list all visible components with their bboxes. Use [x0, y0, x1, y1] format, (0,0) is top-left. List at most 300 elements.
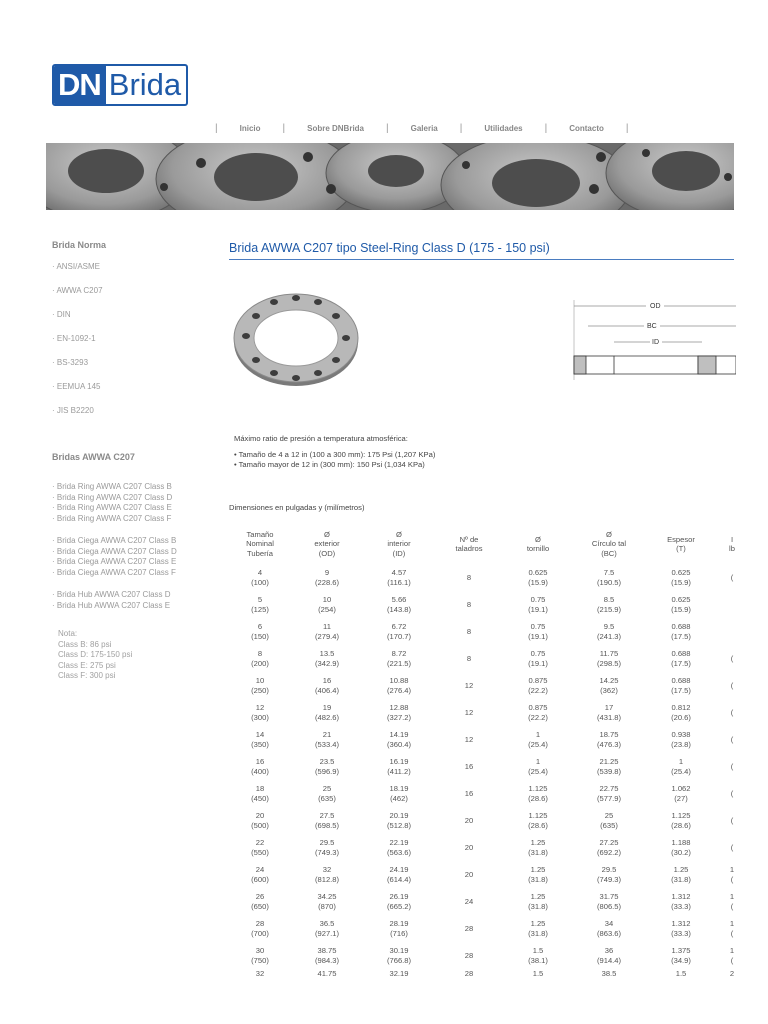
- table-cell: [435, 591, 503, 618]
- table-cell: [503, 699, 573, 726]
- cell-line: (431.8): [596, 712, 622, 722]
- cell-line: (716): [390, 928, 408, 938]
- sidebar-norma-link-5[interactable]: · EEMUA 145: [52, 382, 101, 391]
- drawing-label-id: ID: [652, 339, 659, 346]
- table-cell: [291, 834, 363, 861]
- cell-line: (276.4): [386, 685, 412, 695]
- cell-line: (914.4): [596, 955, 622, 965]
- table-cell: [291, 591, 363, 618]
- table-cell: [363, 591, 435, 618]
- cell-line: 30.19: [389, 946, 409, 955]
- nav-item-inicio[interactable]: Inicio: [239, 123, 261, 133]
- cell-line: (25.4): [528, 766, 548, 776]
- nav-item-sobre-dnbrida[interactable]: Sobre DNBrida: [307, 123, 365, 133]
- table-cell: [645, 834, 717, 861]
- cell-line: 22: [255, 838, 265, 847]
- cell-line: 10: [322, 595, 332, 604]
- cell-line: (27): [674, 793, 688, 803]
- cell-line: 1.125: [528, 784, 548, 793]
- cell-line: 16.19: [389, 757, 409, 766]
- cell-line: 36.5: [319, 919, 335, 928]
- sidebar-norma-link-6[interactable]: · JIS B2220: [52, 406, 94, 415]
- cell-line: 28: [464, 923, 474, 933]
- sidebar-hub-link-0[interactable]: · Brida Hub AWWA C207 Class D: [52, 590, 171, 599]
- cell-line: 1.125: [528, 811, 548, 820]
- header-line: Círculo tal: [591, 539, 627, 549]
- nota-line: Class D: 175-150 psi: [58, 650, 133, 659]
- cell-line: 0.875: [528, 703, 548, 712]
- table-cell: [363, 969, 435, 996]
- cell-line: (927.1): [314, 928, 340, 938]
- drawing-label-bc: BC: [647, 323, 657, 330]
- sidebar-ciega-link-0[interactable]: · Brida Ciega AWWA C207 Class B: [52, 536, 177, 545]
- top-navigation: [213, 121, 631, 135]
- cell-line: (28.6): [671, 820, 691, 830]
- table-cell: [645, 699, 717, 726]
- cell-line: 6.72: [391, 622, 407, 631]
- dimensions-title: Dimensiones en pulgadas y (milímetros): [229, 503, 365, 512]
- cell-line: (221.5): [386, 658, 412, 668]
- cell-line: 1.312: [671, 892, 691, 901]
- table-cell: [435, 699, 503, 726]
- cell-line: (15.9): [671, 604, 691, 614]
- cell-line: (15.9): [528, 577, 548, 587]
- cell-line: (25.4): [528, 739, 548, 749]
- nota-line: Class B: 86 psi: [58, 639, 112, 649]
- nav-item-contacto[interactable]: Contacto: [569, 123, 604, 133]
- sidebar-ciega-link-1[interactable]: · Brida Ciega AWWA C207 Class D: [52, 546, 177, 556]
- table-cell: [363, 780, 435, 807]
- cell-line: (749.3): [314, 847, 340, 857]
- sidebar-ring-link-3[interactable]: · Brida Ring AWWA C207 Class F: [52, 513, 172, 523]
- table-row: [229, 672, 747, 699]
- table-cell: [229, 753, 291, 780]
- cell-line: 4: [257, 568, 263, 577]
- sidebar-norma-link-4[interactable]: · BS-3293: [52, 358, 89, 367]
- table-cell: [503, 726, 573, 753]
- table-row: [229, 834, 747, 861]
- sidebar-awwa-title: Bridas AWWA C207: [52, 452, 135, 462]
- cell-line: 22.19: [389, 838, 409, 847]
- cell-line: 16: [255, 757, 265, 766]
- sidebar-norma-link-2[interactable]: · DIN: [52, 310, 71, 319]
- cell-line: 20: [255, 811, 265, 820]
- pressure-item: • Tamaño mayor de 12 in (300 mm): 150 Psi (1,034 KPa): [234, 460, 435, 470]
- sidebar-norma-list: [52, 260, 212, 428]
- cell-line: 29.5: [601, 865, 617, 874]
- cell-line: (31.8): [528, 874, 548, 884]
- cell-line: (25.4): [671, 766, 691, 776]
- cell-line: 13.5: [319, 649, 335, 658]
- cell-line: (700): [251, 928, 269, 938]
- table-cell: [363, 699, 435, 726]
- cell-line: 20: [464, 815, 474, 825]
- cell-line: 12: [255, 703, 265, 712]
- cell-line: (476.3): [596, 739, 622, 749]
- cell-line: 0.625: [671, 595, 691, 604]
- cell-line: (: [730, 707, 734, 717]
- cell-line: 18.75: [599, 730, 619, 739]
- table-cell: [573, 888, 645, 915]
- table-row: [229, 861, 747, 888]
- table-cell: [363, 672, 435, 699]
- table-row: [229, 888, 747, 915]
- cell-line: (: [730, 842, 734, 852]
- cell-line: 19: [322, 703, 332, 712]
- cell-line: 1.5: [675, 969, 687, 978]
- cell-line: 1: [729, 919, 735, 928]
- cell-line: 16: [464, 788, 474, 798]
- cell-line: 1.188: [671, 838, 691, 847]
- table-cell: [503, 861, 573, 888]
- cell-line: 9.5: [603, 622, 615, 631]
- table-cell: [229, 618, 291, 645]
- table-cell: [573, 672, 645, 699]
- table-row: [229, 699, 747, 726]
- table-cell: [573, 564, 645, 591]
- dimensions-table: [229, 524, 747, 996]
- header-line: Ø: [396, 529, 402, 539]
- cell-line: 17: [604, 703, 614, 712]
- cell-line: (: [730, 901, 734, 911]
- dnbrida-logo[interactable]: [52, 64, 188, 106]
- table-cell: [503, 942, 573, 969]
- table-row: [229, 618, 747, 645]
- cell-line: (806.5): [596, 901, 622, 911]
- nav-separator: |: [625, 122, 629, 134]
- header-line: (ID): [392, 548, 406, 558]
- table-cell: [503, 807, 573, 834]
- page-title: Brida AWWA C207 tipo Steel-Ring Class D (175 - 150 psi): [229, 241, 734, 260]
- table-cell: [291, 672, 363, 699]
- cell-line: (22.2): [528, 712, 548, 722]
- cell-line: 0.75: [530, 595, 546, 604]
- cell-line: (250): [251, 685, 269, 695]
- drawing-label-od: OD: [650, 303, 661, 310]
- nav-separator: |: [215, 122, 218, 134]
- table-cell: [645, 618, 717, 645]
- sidebar-ciega-link-2[interactable]: · Brida Ciega AWWA C207 Class E: [52, 557, 177, 566]
- cell-line: (614.4): [386, 874, 412, 884]
- cell-line: 14.19: [389, 730, 409, 739]
- cell-line: 1.5: [532, 969, 544, 978]
- table-cell: [435, 672, 503, 699]
- table-cell: [573, 861, 645, 888]
- cell-line: 1.25: [530, 865, 546, 874]
- cell-line: 0.75: [530, 649, 546, 658]
- header-banner-image: [46, 143, 734, 210]
- table-cell: [229, 726, 291, 753]
- header-line: (T): [676, 544, 686, 553]
- cell-line: (15.9): [671, 577, 691, 587]
- cell-line: (563.6): [386, 847, 412, 857]
- header-line: (OD): [318, 548, 336, 558]
- cell-line: 1.25: [530, 892, 546, 901]
- logo-brida-text: Brida: [106, 66, 181, 104]
- cell-line: 28: [255, 919, 265, 928]
- table-cell: [645, 915, 717, 942]
- sidebar-ring-link-1[interactable]: · Brida Ring AWWA C207 Class D: [52, 492, 173, 502]
- table-cell: [573, 780, 645, 807]
- table-cell: [363, 942, 435, 969]
- cell-line: (: [730, 874, 734, 884]
- nota-line: Nota:: [58, 629, 78, 638]
- cell-line: (22.2): [528, 685, 548, 695]
- cell-line: 0.688: [671, 649, 691, 658]
- table-cell: [435, 726, 503, 753]
- table-cell: [573, 807, 645, 834]
- cell-line: (550): [251, 847, 269, 857]
- table-cell: [573, 915, 645, 942]
- sidebar-norma-link-0[interactable]: · ANSI/ASME: [52, 262, 101, 271]
- cell-line: (31.8): [671, 874, 691, 884]
- table-cell: [229, 942, 291, 969]
- cell-line: 26.19: [389, 892, 409, 901]
- cell-line: 20.19: [389, 811, 409, 820]
- table-cell: [435, 753, 503, 780]
- flange-photo: [232, 288, 360, 393]
- cell-line: 25: [604, 811, 614, 820]
- sidebar-norma-link-3[interactable]: · EN-1092-1: [52, 334, 96, 343]
- cell-line: (116.1): [387, 577, 411, 587]
- table-cell: [363, 807, 435, 834]
- table-cell: [363, 618, 435, 645]
- cell-line: (298.5): [596, 658, 622, 668]
- nav-separator: |: [386, 122, 389, 134]
- cell-line: 1: [678, 757, 684, 766]
- header-line: Ø: [606, 529, 612, 539]
- cell-line: 26: [255, 892, 265, 901]
- cell-line: 10.88: [389, 676, 409, 685]
- cell-line: 38.75: [317, 946, 337, 955]
- table-cell: [229, 699, 291, 726]
- table-cell: [229, 861, 291, 888]
- cell-line: 12: [464, 707, 474, 717]
- table-cell: [363, 645, 435, 672]
- sidebar-ring-link-0[interactable]: · Brida Ring AWWA C207 Class B: [52, 482, 172, 491]
- cell-line: (19.1): [528, 604, 548, 614]
- cell-line: (: [730, 788, 734, 798]
- cell-line: 24.19: [389, 865, 409, 874]
- cell-line: 27.25: [599, 838, 619, 847]
- cell-line: (17.5): [671, 631, 691, 641]
- cell-line: 32: [255, 969, 265, 978]
- header-line: Tamaño: [246, 529, 274, 539]
- table-cell: [435, 969, 503, 996]
- nav-item-utilidades[interactable]: Utilidades: [484, 123, 523, 133]
- table-cell: [291, 564, 363, 591]
- table-cell: [435, 645, 503, 672]
- cell-line: 18.19: [389, 784, 409, 793]
- cell-line: 8: [466, 626, 472, 636]
- cell-line: (984.3): [314, 955, 340, 965]
- cell-line: 0.625: [528, 568, 548, 577]
- table-row: [229, 969, 747, 996]
- sidebar-norma-link-1[interactable]: · AWWA C207: [52, 286, 103, 295]
- cell-line: 12: [464, 734, 474, 744]
- table-cell: [573, 834, 645, 861]
- cell-line: 1: [535, 757, 541, 766]
- table-cell: [291, 861, 363, 888]
- cell-line: (635): [318, 793, 336, 803]
- cell-line: 0.625: [671, 568, 691, 577]
- cell-line: 31.75: [599, 892, 619, 901]
- cell-line: (362): [600, 685, 618, 695]
- sidebar-ring-link-2[interactable]: · Brida Ring AWWA C207 Class E: [52, 503, 172, 512]
- header-line: Nº de: [459, 534, 479, 544]
- table-cell: [291, 942, 363, 969]
- table-cell: [503, 888, 573, 915]
- table-row: [229, 564, 747, 591]
- cell-line: 6: [257, 622, 263, 631]
- cell-line: 34.25: [317, 892, 337, 901]
- table-cell: [435, 807, 503, 834]
- cell-line: (: [730, 572, 734, 582]
- header-line: Ø: [535, 534, 541, 544]
- cell-line: (512.8): [386, 820, 412, 830]
- cell-line: (750): [251, 955, 269, 965]
- table-row: [229, 807, 747, 834]
- header-line: Ø: [324, 529, 330, 539]
- cell-line: 9: [324, 568, 330, 577]
- table-cell: [363, 564, 435, 591]
- cell-line: 0.688: [671, 676, 691, 685]
- table-cell: [229, 780, 291, 807]
- cell-line: (812.8): [314, 874, 340, 884]
- cell-line: (400): [251, 766, 269, 776]
- cell-line: 18: [255, 784, 265, 793]
- table-cell: [573, 645, 645, 672]
- cell-line: 0.938: [671, 730, 691, 739]
- cell-line: 1: [729, 865, 735, 874]
- cell-line: 8: [466, 572, 472, 582]
- nav-separator: |: [459, 122, 463, 134]
- table-row: [229, 942, 747, 969]
- table-cell: [503, 915, 573, 942]
- cell-line: 8: [466, 653, 472, 663]
- cell-line: 20: [464, 869, 474, 879]
- table-cell: [503, 969, 573, 996]
- table-cell: [229, 969, 291, 996]
- table-cell: [435, 888, 503, 915]
- cell-line: (170.7): [386, 631, 412, 641]
- cell-line: 16: [322, 676, 332, 685]
- cell-line: 0.688: [671, 622, 691, 631]
- cell-line: 8: [466, 599, 472, 609]
- cell-line: (: [730, 734, 734, 744]
- cell-line: (31.8): [528, 901, 548, 911]
- cell-line: 28.19: [389, 919, 409, 928]
- cell-line: 11: [323, 622, 331, 631]
- table-cell: [645, 780, 717, 807]
- cell-line: 25: [322, 784, 332, 793]
- table-header-cell: [645, 524, 717, 564]
- table-cell: [503, 618, 573, 645]
- cell-line: 21: [322, 730, 332, 739]
- cell-line: (411.2): [387, 766, 411, 776]
- cell-line: (539.8): [596, 766, 622, 776]
- sidebar-hub-link-1[interactable]: · Brida Hub AWWA C207 Class E: [52, 600, 171, 610]
- cell-line: (31.8): [528, 928, 548, 938]
- sidebar-ciega-link-3[interactable]: · Brida Ciega AWWA C207 Class F: [52, 567, 176, 577]
- table-row: [229, 591, 747, 618]
- cell-line: (190.5): [596, 577, 622, 587]
- table-cell: [435, 861, 503, 888]
- table-cell: [645, 672, 717, 699]
- table-cell: [573, 969, 645, 996]
- table-header-row: [229, 524, 747, 564]
- cell-line: 22.75: [599, 784, 619, 793]
- cell-line: 1.125: [671, 811, 691, 820]
- table-row: [229, 780, 747, 807]
- cell-line: (482.6): [314, 712, 340, 722]
- cell-line: 12.88: [389, 703, 409, 712]
- cell-line: (577.9): [596, 793, 622, 803]
- table-cell: [229, 807, 291, 834]
- cell-line: 20: [464, 842, 474, 852]
- cell-line: (143.8): [386, 604, 412, 614]
- cell-line: (28.6): [528, 793, 548, 803]
- cell-line: (870): [318, 901, 336, 911]
- cell-line: (: [730, 815, 734, 825]
- table-cell: [291, 888, 363, 915]
- nota-line: Class E: 275 psi: [58, 660, 116, 670]
- table-cell: [573, 942, 645, 969]
- cell-line: (665.2): [386, 901, 412, 911]
- cell-line: (450): [251, 793, 269, 803]
- nav-separator: |: [544, 122, 548, 134]
- cell-line: 32.19: [389, 969, 409, 978]
- cell-line: 1: [729, 946, 735, 955]
- cell-line: (360.4): [386, 739, 412, 749]
- table-cell: [503, 834, 573, 861]
- cell-line: 30: [255, 946, 265, 955]
- cell-line: (500): [251, 820, 269, 830]
- cell-line: (20.6): [671, 712, 691, 722]
- cell-line: 4.57: [391, 568, 407, 577]
- table-cell: [291, 753, 363, 780]
- cell-line: 29.5: [319, 838, 335, 847]
- cell-line: (254): [318, 604, 336, 614]
- cell-line: (350): [251, 739, 269, 749]
- cell-line: (100): [251, 577, 269, 587]
- cell-line: 34: [604, 919, 614, 928]
- cell-line: 21.25: [599, 757, 619, 766]
- cell-line: 8: [257, 649, 263, 658]
- table-cell: [363, 861, 435, 888]
- nav-item-galeria[interactable]: Galeria: [410, 123, 438, 133]
- cell-line: 16: [464, 761, 474, 771]
- table-cell: [291, 915, 363, 942]
- nav-separator: |: [282, 122, 286, 134]
- cell-line: 36: [604, 946, 614, 955]
- cell-line: (462): [390, 793, 408, 803]
- table-row: [229, 645, 747, 672]
- cell-line: (38.1): [528, 955, 548, 965]
- cell-line: 1.5: [532, 946, 544, 955]
- cell-line: 1.062: [671, 784, 691, 793]
- flange-technical-drawing: [572, 296, 736, 385]
- cell-line: (241.3): [596, 631, 622, 641]
- table-cell: [645, 969, 717, 996]
- pressure-list: [234, 450, 435, 470]
- cell-line: (766.8): [386, 955, 412, 965]
- table-cell: [229, 645, 291, 672]
- cell-line: (19.1): [528, 658, 548, 668]
- table-row: [229, 726, 747, 753]
- cell-line: 5.66: [391, 595, 407, 604]
- cell-line: 14: [255, 730, 265, 739]
